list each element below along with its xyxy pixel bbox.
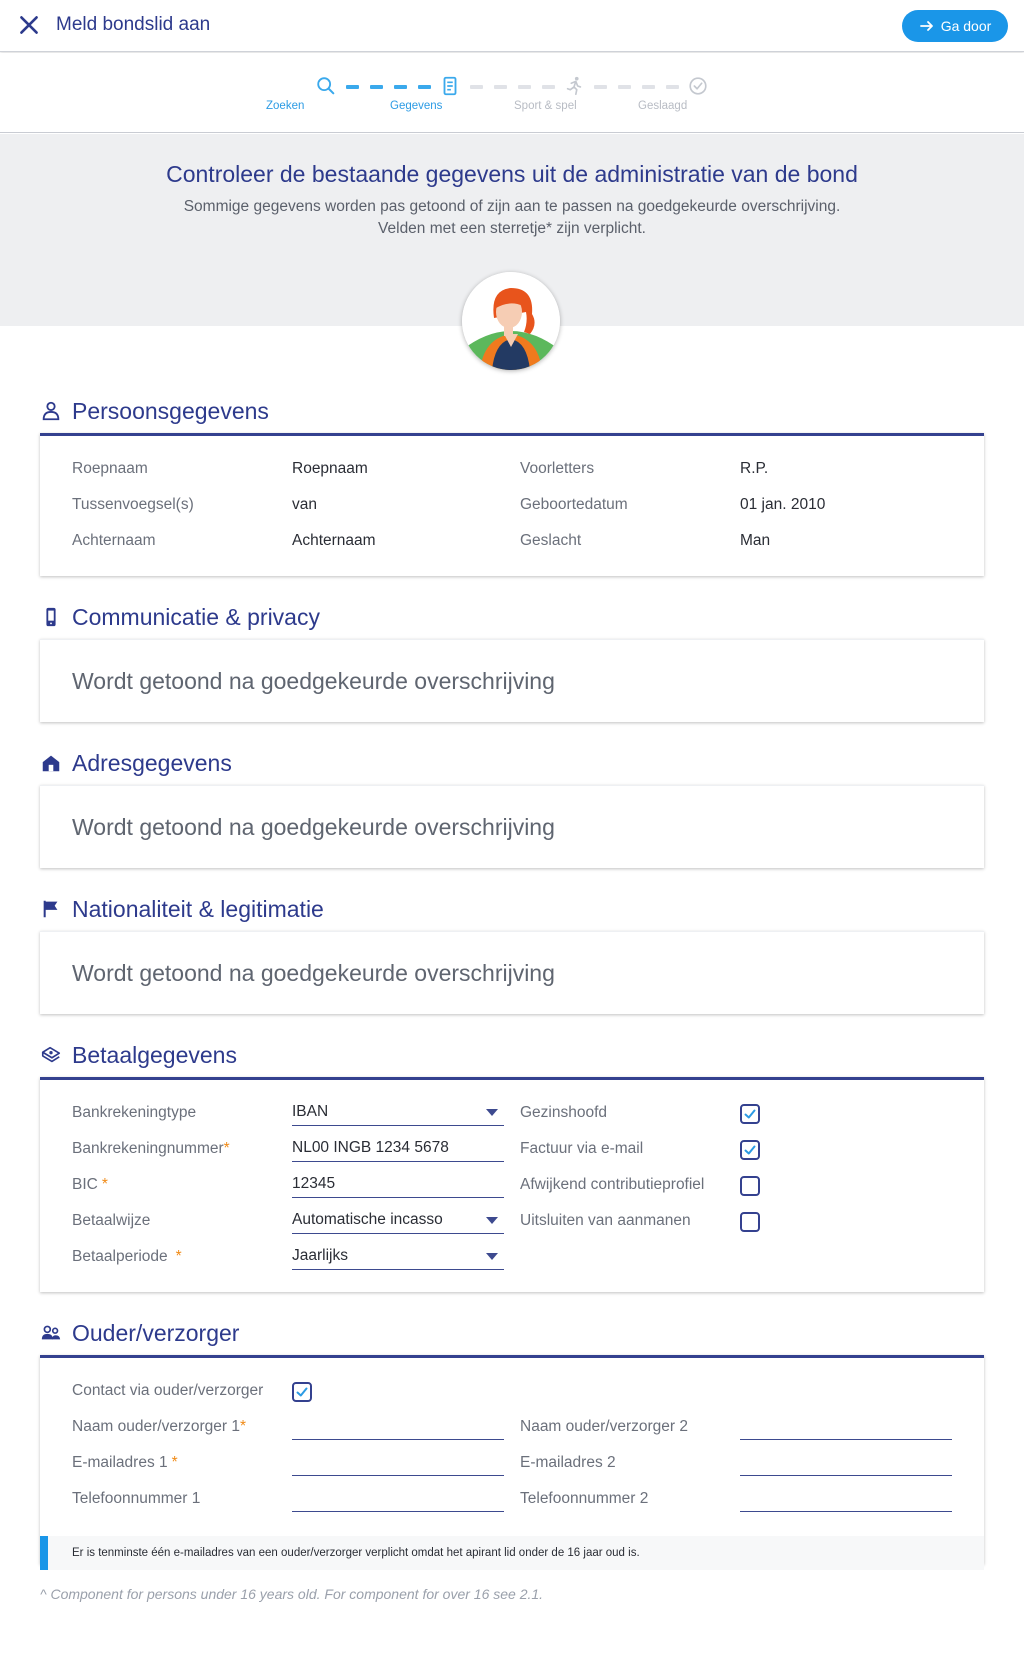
bankrekeningtype-select[interactable]: [292, 1100, 504, 1126]
required-mark: *: [101, 1176, 108, 1193]
achternaam-label: Achternaam: [72, 532, 156, 549]
bankrekeningnummer-label: [72, 1140, 230, 1158]
section-ouder-header: [40, 1313, 239, 1353]
geslacht-label: Geslacht: [520, 532, 582, 549]
step-connector: [470, 85, 483, 89]
telefoon-2-label: Telefoonnummer 2: [520, 1490, 649, 1507]
telefoon-1-input[interactable]: [292, 1486, 504, 1512]
afwijkend-profiel-label: Afwijkend contributieprofiel: [520, 1176, 705, 1193]
chevron-down-icon: [486, 1109, 498, 1116]
person-icon: [40, 400, 62, 422]
hidden-until-approved-text: Wordt getoond na goedgekeurde overschrijving: [72, 814, 555, 840]
ouder-card: [40, 1355, 984, 1564]
house-icon: [40, 752, 62, 774]
runner-icon: [563, 75, 585, 97]
step-label: Sport & spel: [514, 100, 577, 112]
checkmark-icon: [295, 1385, 309, 1399]
checkmark-icon: [743, 1143, 757, 1157]
naam-ouder-2-input[interactable]: [740, 1414, 952, 1440]
flag-icon: [40, 898, 62, 920]
bankrekeningtype-value: IBAN: [292, 1103, 329, 1120]
bic-label: [72, 1176, 108, 1194]
required-mark: *: [175, 1248, 182, 1265]
bankrekeningtype-label: Bankrekeningtype: [72, 1104, 197, 1121]
step-connector: [346, 85, 359, 89]
roepnaam-value: Roepnaam: [292, 460, 368, 477]
communicatie-card: [40, 639, 984, 722]
email-2-label: E-mailadres 2: [520, 1454, 616, 1471]
geslacht-value: Man: [740, 532, 771, 549]
email-2-input[interactable]: [740, 1450, 952, 1476]
top-bar: [0, 0, 1024, 52]
naam-ouder-1-input[interactable]: [292, 1414, 504, 1440]
factuur-email-checkbox[interactable]: [740, 1140, 760, 1160]
gezinshoofd-checkbox[interactable]: [740, 1104, 760, 1124]
check-circle-icon: [687, 75, 709, 97]
step-label: Zoeken: [266, 100, 305, 112]
section-title: Nationaliteit & legitimatie: [72, 895, 324, 922]
contact-ouder-label: Contact via ouder/verzorger: [72, 1382, 264, 1399]
naam-ouder-2-label: Naam ouder/verzorger 2: [520, 1418, 688, 1435]
section-nationaliteit-header: [40, 889, 324, 929]
betaalperiode-label: [72, 1248, 182, 1266]
betaalwijze-select[interactable]: [292, 1208, 504, 1234]
section-title: Persoonsgegevens: [72, 397, 269, 424]
search-icon: [315, 75, 337, 97]
info-notice: Er is tenminste één e-mailadres van een ouder/verzorger verplicht omdat het apirant lid onder de 16 jaar oud is.: [40, 1536, 984, 1570]
section-title: Ouder/verzorger: [72, 1319, 240, 1346]
bankrekeningnummer-input[interactable]: [292, 1136, 504, 1162]
betaalwijze-label: Betaalwijze: [72, 1212, 151, 1229]
betaalwijze-value: Automatische incasso: [292, 1211, 443, 1228]
afwijkend-profiel-checkbox[interactable]: [740, 1176, 760, 1196]
factuur-email-label: Factuur via e-mail: [520, 1140, 644, 1157]
email-1-label-text: E-mailadres 1: [72, 1454, 168, 1471]
required-mark: *: [223, 1140, 230, 1157]
contact-ouder-checkbox[interactable]: [292, 1382, 312, 1402]
betaalgegevens-card: [40, 1077, 984, 1292]
uitsluiten-aanmanen-checkbox[interactable]: [740, 1212, 760, 1232]
bankrekeningnummer-label-text: Bankrekeningnummer: [72, 1140, 224, 1157]
section-title: Adresgegevens: [72, 749, 232, 776]
step-connector: [594, 85, 607, 89]
step-connector: [618, 85, 631, 89]
person-avatar-icon: [462, 272, 560, 370]
adresgegevens-card: [40, 785, 984, 868]
section-title: Betaalgegevens: [72, 1041, 237, 1068]
chevron-down-icon: [486, 1217, 498, 1224]
arrow-right-icon: [919, 18, 935, 34]
step-geslaagd[interactable]: [638, 75, 758, 112]
intro-title: Controleer de bestaande gegevens uit de administratie van de bond: [166, 161, 858, 187]
step-connector: [370, 85, 383, 89]
section-communicatie-header: [40, 597, 320, 637]
section-betaalgegevens-header: [40, 1035, 237, 1075]
bic-input[interactable]: [292, 1172, 504, 1198]
telefoon-2-input[interactable]: [740, 1486, 952, 1512]
betaalperiode-value: Jaarlijks: [292, 1247, 348, 1264]
geboortedatum-label: Geboortedatum: [520, 496, 628, 513]
bankrekeningnummer-value: NL00 INGB 1234 5678: [292, 1139, 449, 1156]
section-title: Communicatie & privacy: [72, 603, 320, 630]
tussenvoegsel-label: Tussenvoegsel(s): [72, 496, 194, 513]
bic-value: 12345: [292, 1175, 336, 1192]
geboortedatum-value: 01 jan. 2010: [740, 496, 826, 513]
email-1-input[interactable]: [292, 1450, 504, 1476]
step-label: Geslaagd: [638, 100, 688, 112]
voorletters-value: R.P.: [740, 460, 769, 477]
chevron-down-icon: [486, 1253, 498, 1260]
avatar: [462, 272, 560, 370]
section-persoonsgegevens-header: [40, 391, 269, 431]
close-icon[interactable]: [16, 12, 42, 38]
naam-ouder-1-label-text: Naam ouder/verzorger 1: [72, 1418, 240, 1435]
page-title: Meld bondslid aan: [56, 14, 211, 35]
persoonsgegevens-card: [40, 433, 984, 576]
betaalperiode-select[interactable]: [292, 1244, 504, 1270]
step-sport-spel[interactable]: [514, 75, 634, 112]
betaalperiode-label-text: Betaalperiode: [72, 1248, 168, 1265]
footnote: ^ Component for persons under 16 years old. For component for over 16 see 2.1.: [40, 1586, 544, 1602]
roepnaam-label: Roepnaam: [72, 460, 148, 477]
achternaam-value: Achternaam: [292, 532, 376, 549]
phone-icon: [40, 606, 62, 628]
naam-ouder-1-label: [72, 1418, 246, 1436]
voorletters-label: Voorletters: [520, 460, 595, 477]
hidden-until-approved-text: Wordt getoond na goedgekeurde overschrijving: [72, 960, 555, 986]
payment-icon: [40, 1044, 62, 1066]
email-1-label: [72, 1454, 178, 1472]
step-label: Gegevens: [390, 100, 443, 112]
continue-button-label: Ga door: [940, 18, 992, 34]
continue-button[interactable]: [902, 10, 1008, 42]
document-icon: [439, 75, 461, 97]
required-mark: *: [171, 1454, 178, 1471]
tussenvoegsel-value: van: [292, 496, 317, 513]
bic-label-text: BIC: [72, 1176, 98, 1193]
step-gegevens[interactable]: [390, 75, 510, 112]
required-mark: *: [240, 1418, 247, 1435]
uitsluiten-aanmanen-label: Uitsluiten van aanmanen: [520, 1212, 691, 1229]
section-adresgegevens-header: [40, 743, 232, 783]
nationaliteit-card: [40, 931, 984, 1014]
gezinshoofd-label: Gezinshoofd: [520, 1104, 608, 1121]
checkmark-icon: [743, 1107, 757, 1121]
intro-text: Sommige gegevens worden pas getoond of zijn aan te passen na goedgekeurde overschrijving.: [183, 198, 841, 215]
intro-required-note: Velden met een sterretje* zijn verplicht.: [378, 220, 646, 237]
step-connector: [494, 85, 507, 89]
step-zoeken[interactable]: [266, 75, 386, 112]
progress-stepper: [0, 53, 1024, 133]
telefoon-1-label: Telefoonnummer 1: [72, 1490, 201, 1507]
people-icon: [40, 1322, 62, 1344]
hidden-until-approved-text: Wordt getoond na goedgekeurde overschrijving: [72, 668, 555, 694]
